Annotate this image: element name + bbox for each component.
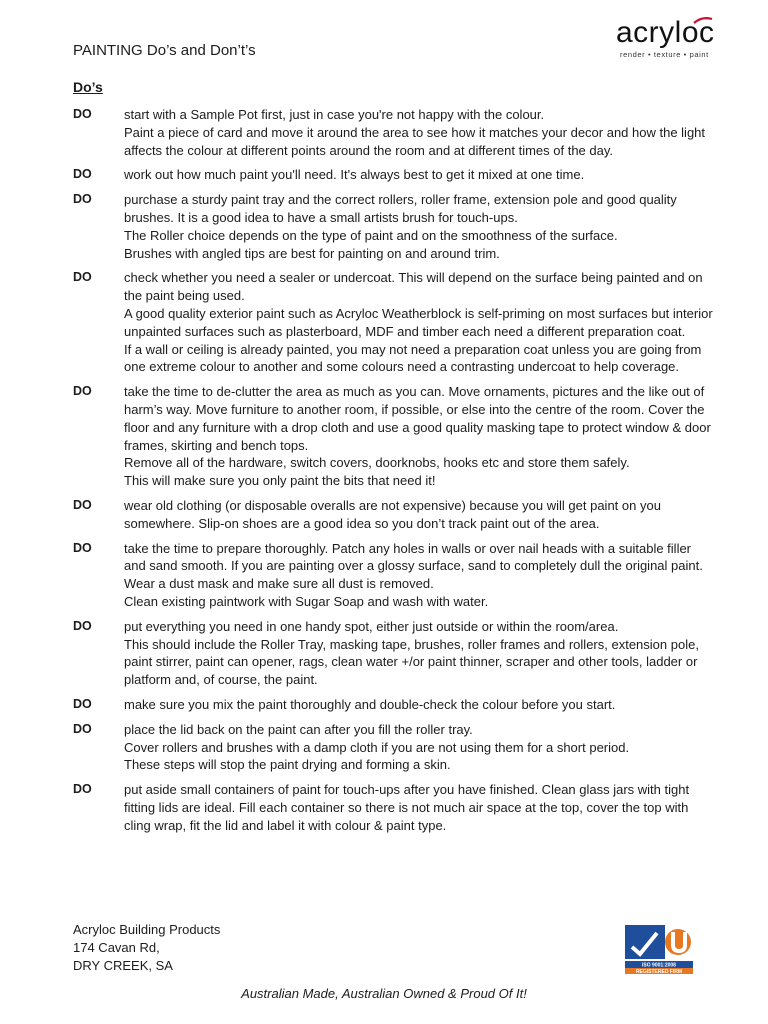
item-text: place the lid back on the paint can after you fill the roller tray. Cover rollers and brushes with a damp cloth if you are not using them for a short period. These steps will stop the paint drying and forming a skin. [124, 721, 630, 773]
list-item [73, 618, 713, 689]
iso-certification-badge [624, 923, 694, 975]
list-item [73, 269, 713, 376]
company-address [73, 921, 220, 975]
logo-swoosh-icon [616, 16, 732, 36]
city-address: DRY CREEK, SA [73, 958, 173, 973]
item-label: DO [73, 384, 92, 399]
item-label: DO [73, 618, 92, 633]
footer-tagline: Australian Made, Australian Owned & Proud Of It! [241, 986, 527, 1001]
list-item [73, 166, 713, 184]
list-item [73, 383, 713, 490]
item-text: check whether you need a sealer or undercoat. This will depend on the surface being painted and on the paint being used. A good quality exterior paint such as Acryloc Weatherblock is self-priming on most surfaces but interior unpainted surfaces such as plasterboard, MDF and timber each need a different preparation coat. If a wall or ceiling is already painted, you may not need a preparation coat unless you are going from one extreme colour to another and some colours need a contrasting undercoat to help coverage. [124, 270, 713, 375]
item-text: put aside small containers of paint for touch-ups after you have finished. Clean glass jars with tight fitting lids are ideal. Fill each container so there is not much air space at the top, cover the top with cling wrap, fit the lid and label it with colour & paint type. [124, 782, 690, 833]
item-text: put everything you need in one handy spot, either just outside or within the room/area. This should include the Roller Tray, masking tape, brushes, roller frames and rollers, extension pole, paint stirrer, paint can opener, rags, clean water +/or paint thinner, scraper and other tools, ladder or platform and, of course, the paint. [124, 618, 699, 688]
logo-wordmark: acryloc [616, 16, 715, 49]
item-label: DO [73, 270, 92, 285]
item-label: DO [73, 107, 92, 121]
item-label: DO [73, 167, 92, 182]
item-label: DO [73, 540, 92, 555]
item-label: DO [73, 721, 92, 736]
dos-list [73, 106, 713, 841]
street-address: 174 Cavan Rd, [73, 940, 160, 955]
list-item [73, 721, 713, 774]
list-item [73, 106, 713, 159]
item-label: DO [73, 192, 92, 207]
list-item [73, 540, 713, 611]
item-text: take the time to de-clutter the area as much as you can. Move ornaments, pictures and the like out of harm’s way. Move furniture to another room, if possible, or else into the centre of the room. Cover the floor and any furniture with a drop cloth and use a good quality masking tape to protect window & door frames, skirting and bench tops. Remove all of the hardware, switch covers, doorknobs, hooks etc and store them safely. This will make sure you only paint the bits that need it! [124, 384, 711, 489]
logo-tagline: render • texture • paint [620, 50, 709, 59]
badge-iso-text: ISO 9001:2008 [642, 962, 676, 969]
item-text: make sure you mix the paint thoroughly and double-check the colour before you start. [124, 696, 616, 712]
item-label: DO [73, 782, 92, 797]
item-text: work out how much paint you'll need. It's always best to get it mixed at one time. [124, 167, 585, 183]
list-item [73, 191, 713, 262]
page-title: PAINTING Do’s and Don’t’s [73, 42, 256, 59]
item-label: DO [73, 696, 92, 711]
item-text: take the time to prepare thoroughly. Patch any holes in walls or over nail heads with a suitable filler and sand smooth. If you are painting over a glossy surface, sand to completely dull the original paint. Wear a dust mask and make sure all dust is removed. Clean existing paintwork with Sugar Soap and wash with water. [124, 540, 703, 609]
item-text: start with a Sample Pot first, just in case you're not happy with the colour. Paint a piece of card and move it around the area to see how it matches your decor and how the light affects the colour at different points around the room and at different times of the day. [124, 107, 706, 158]
company-name: Acryloc Building Products [73, 922, 221, 937]
list-item [73, 781, 713, 834]
item-label: DO [73, 497, 92, 512]
acryloc-logo [616, 16, 732, 59]
item-text: purchase a sturdy paint tray and the correct rollers, roller frame, extension pole and good quality brushes. It is a good idea to have a small artists brush for touch-ups. The Roller choice depends on the type of paint and on the smoothness of the surface. Brushes with angled tips are best for painting on and around trim. [124, 192, 677, 261]
list-item [73, 497, 713, 533]
list-item [73, 696, 713, 714]
badge-registered-text: REGISTERED FIRM [635, 969, 683, 975]
section-heading-dos: Do’s [73, 79, 103, 95]
item-text: wear old clothing (or disposable overalls are not expensive) because you will get paint on you somewhere. Slip-on shoes are a good idea so you don’t track paint out of the area. [124, 497, 661, 531]
